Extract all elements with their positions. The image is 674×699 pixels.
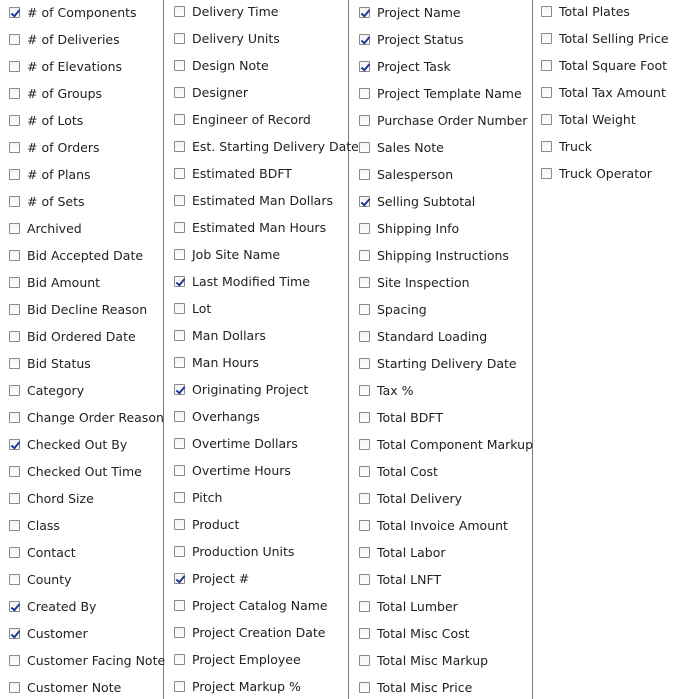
option-label[interactable]: Class	[27, 517, 60, 533]
option-label[interactable]: Product	[192, 516, 240, 532]
option-label[interactable]: Purchase Order Number	[377, 112, 528, 128]
column-option[interactable]	[164, 27, 348, 49]
option-label[interactable]: Engineer of Record	[192, 111, 311, 127]
column-option[interactable]	[349, 298, 532, 320]
column-option[interactable]	[0, 1, 163, 23]
column-option[interactable]	[0, 55, 163, 77]
column-option[interactable]	[0, 622, 163, 644]
unchecked-checkbox[interactable]	[174, 411, 185, 422]
column-option[interactable]	[0, 460, 163, 482]
column-option[interactable]	[349, 136, 532, 158]
column-option[interactable]	[533, 108, 674, 130]
unchecked-checkbox[interactable]	[9, 142, 20, 153]
option-label[interactable]: Est. Starting Delivery Date	[192, 138, 359, 154]
option-label[interactable]: Bid Ordered Date	[27, 328, 136, 344]
option-label[interactable]: Project #	[192, 570, 250, 586]
column-option[interactable]	[164, 459, 348, 481]
option-label[interactable]: Truck Operator	[559, 165, 652, 181]
checked-checkbox[interactable]	[9, 628, 20, 639]
option-label[interactable]: Chord Size	[27, 490, 94, 506]
unchecked-checkbox[interactable]	[9, 169, 20, 180]
column-option[interactable]	[0, 514, 163, 536]
unchecked-checkbox[interactable]	[174, 465, 185, 476]
option-label[interactable]: Total Delivery	[377, 490, 463, 506]
column-option[interactable]	[349, 217, 532, 239]
option-label[interactable]: Sales Note	[377, 139, 444, 155]
unchecked-checkbox[interactable]	[174, 330, 185, 341]
column-option[interactable]	[164, 189, 348, 211]
option-label[interactable]: Project Employee	[192, 651, 301, 667]
column-option[interactable]	[349, 406, 532, 428]
column-option[interactable]	[164, 540, 348, 562]
unchecked-checkbox[interactable]	[174, 303, 185, 314]
unchecked-checkbox[interactable]	[359, 412, 370, 423]
unchecked-checkbox[interactable]	[541, 114, 552, 125]
column-option[interactable]	[0, 568, 163, 590]
column-option[interactable]	[349, 541, 532, 563]
option-label[interactable]: Shipping Info	[377, 220, 460, 236]
column-option[interactable]	[164, 486, 348, 508]
option-label[interactable]: Total Cost	[377, 463, 438, 479]
column-option[interactable]	[0, 217, 163, 239]
unchecked-checkbox[interactable]	[174, 6, 185, 17]
unchecked-checkbox[interactable]	[541, 87, 552, 98]
column-option[interactable]	[164, 243, 348, 265]
unchecked-checkbox[interactable]	[174, 654, 185, 665]
unchecked-checkbox[interactable]	[359, 169, 370, 180]
option-label[interactable]: Customer	[27, 625, 88, 641]
column-option[interactable]	[0, 163, 163, 185]
unchecked-checkbox[interactable]	[9, 115, 20, 126]
option-label[interactable]: County	[27, 571, 72, 587]
column-option[interactable]	[349, 460, 532, 482]
option-label[interactable]: Total Weight	[559, 111, 636, 127]
checked-checkbox[interactable]	[359, 34, 370, 45]
column-option[interactable]	[349, 352, 532, 374]
column-option[interactable]	[164, 378, 348, 400]
unchecked-checkbox[interactable]	[174, 168, 185, 179]
option-label[interactable]: Standard Loading	[377, 328, 488, 344]
option-label[interactable]: Created By	[27, 598, 97, 614]
unchecked-checkbox[interactable]	[174, 438, 185, 449]
option-label[interactable]: # of Orders	[27, 139, 100, 155]
column-option[interactable]	[349, 28, 532, 50]
unchecked-checkbox[interactable]	[9, 88, 20, 99]
column-option[interactable]	[349, 622, 532, 644]
option-label[interactable]: Project Status	[377, 31, 464, 47]
column-option[interactable]	[164, 513, 348, 535]
unchecked-checkbox[interactable]	[359, 277, 370, 288]
column-option[interactable]	[349, 190, 532, 212]
option-label[interactable]: Total Selling Price	[559, 30, 669, 46]
column-option[interactable]	[164, 270, 348, 292]
unchecked-checkbox[interactable]	[359, 574, 370, 585]
column-option[interactable]	[164, 405, 348, 427]
column-option[interactable]	[349, 595, 532, 617]
option-label[interactable]: Man Dollars	[192, 327, 266, 343]
unchecked-checkbox[interactable]	[359, 331, 370, 342]
checked-checkbox[interactable]	[359, 7, 370, 18]
option-label[interactable]: Total Plates	[559, 3, 630, 19]
option-label[interactable]: Project Catalog Name	[192, 597, 328, 613]
unchecked-checkbox[interactable]	[174, 681, 185, 692]
checked-checkbox[interactable]	[174, 384, 185, 395]
unchecked-checkbox[interactable]	[174, 600, 185, 611]
option-label[interactable]: Job Site Name	[192, 246, 281, 262]
option-label[interactable]: Pitch	[192, 489, 223, 505]
option-label[interactable]: Project Name	[377, 4, 461, 20]
checked-checkbox[interactable]	[174, 276, 185, 287]
unchecked-checkbox[interactable]	[359, 250, 370, 261]
unchecked-checkbox[interactable]	[359, 304, 370, 315]
unchecked-checkbox[interactable]	[359, 466, 370, 477]
option-label[interactable]: Man Hours	[192, 354, 259, 370]
unchecked-checkbox[interactable]	[359, 628, 370, 639]
column-option[interactable]	[0, 109, 163, 131]
column-option[interactable]	[349, 55, 532, 77]
option-label[interactable]: Estimated Man Hours	[192, 219, 327, 235]
option-label[interactable]: Category	[27, 382, 85, 398]
column-option[interactable]	[349, 568, 532, 590]
checked-checkbox[interactable]	[359, 196, 370, 207]
unchecked-checkbox[interactable]	[541, 6, 552, 17]
column-option[interactable]	[0, 82, 163, 104]
option-label[interactable]: # of Elevations	[27, 58, 123, 74]
column-option[interactable]	[0, 649, 166, 671]
column-option[interactable]	[164, 135, 359, 157]
unchecked-checkbox[interactable]	[541, 33, 552, 44]
unchecked-checkbox[interactable]	[9, 250, 20, 261]
unchecked-checkbox[interactable]	[9, 331, 20, 342]
unchecked-checkbox[interactable]	[359, 493, 370, 504]
unchecked-checkbox[interactable]	[174, 357, 185, 368]
option-label[interactable]: Total Component Markup	[377, 436, 534, 452]
option-label[interactable]: Estimated BDFT	[192, 165, 292, 181]
unchecked-checkbox[interactable]	[359, 439, 370, 450]
column-option[interactable]	[0, 595, 163, 617]
column-option[interactable]	[164, 594, 348, 616]
option-label[interactable]: # of Sets	[27, 193, 85, 209]
option-label[interactable]: Tax %	[377, 382, 414, 398]
option-label[interactable]: Bid Status	[27, 355, 91, 371]
column-option[interactable]	[349, 487, 532, 509]
column-option[interactable]	[164, 351, 348, 373]
unchecked-checkbox[interactable]	[174, 114, 185, 125]
unchecked-checkbox[interactable]	[9, 574, 20, 585]
column-option[interactable]	[0, 352, 163, 374]
column-option[interactable]	[0, 433, 163, 455]
unchecked-checkbox[interactable]	[174, 60, 185, 71]
column-option[interactable]	[164, 432, 348, 454]
option-label[interactable]: Checked Out Time	[27, 463, 142, 479]
unchecked-checkbox[interactable]	[9, 682, 20, 693]
option-label[interactable]: Design Note	[192, 57, 269, 73]
option-label[interactable]: Overtime Dollars	[192, 435, 298, 451]
option-label[interactable]: Lot	[192, 300, 212, 316]
unchecked-checkbox[interactable]	[359, 142, 370, 153]
checked-checkbox[interactable]	[9, 7, 20, 18]
option-label[interactable]: Customer Note	[27, 679, 122, 695]
column-option[interactable]	[164, 621, 348, 643]
unchecked-checkbox[interactable]	[9, 385, 20, 396]
column-option[interactable]	[0, 406, 163, 428]
option-label[interactable]: Total Misc Cost	[377, 625, 470, 641]
option-label[interactable]: Delivery Units	[192, 30, 280, 46]
column-3	[349, 0, 533, 699]
unchecked-checkbox[interactable]	[9, 304, 20, 315]
column-1	[0, 0, 164, 699]
option-label[interactable]: Archived	[27, 220, 82, 236]
unchecked-checkbox[interactable]	[359, 520, 370, 531]
column-2	[164, 0, 359, 699]
column-option[interactable]	[164, 675, 348, 697]
option-label[interactable]: Total LNFT	[377, 571, 442, 587]
column-option[interactable]	[164, 648, 348, 670]
checked-checkbox[interactable]	[9, 601, 20, 612]
checked-checkbox[interactable]	[359, 61, 370, 72]
option-label[interactable]: Contact	[27, 544, 76, 560]
column-option[interactable]	[349, 244, 532, 266]
column-option[interactable]	[0, 379, 163, 401]
option-label[interactable]: # of Components	[27, 4, 137, 20]
column-option[interactable]	[164, 297, 348, 319]
unchecked-checkbox[interactable]	[359, 547, 370, 558]
column-option[interactable]	[0, 298, 163, 320]
option-label[interactable]: Selling Subtotal	[377, 193, 476, 209]
column-option[interactable]	[0, 541, 163, 563]
option-label[interactable]: # of Deliveries	[27, 31, 120, 47]
column-option[interactable]	[164, 162, 348, 184]
unchecked-checkbox[interactable]	[9, 277, 20, 288]
column-option[interactable]	[0, 487, 163, 509]
option-label[interactable]: Total Invoice Amount	[377, 517, 508, 533]
unchecked-checkbox[interactable]	[174, 141, 185, 152]
unchecked-checkbox[interactable]	[9, 196, 20, 207]
column-option[interactable]	[0, 676, 163, 698]
column-option[interactable]	[533, 81, 674, 103]
unchecked-checkbox[interactable]	[359, 682, 370, 693]
unchecked-checkbox[interactable]	[359, 88, 370, 99]
column-option[interactable]	[164, 81, 348, 103]
column-option[interactable]	[533, 0, 674, 22]
option-label[interactable]: Total Labor	[377, 544, 446, 560]
unchecked-checkbox[interactable]	[541, 141, 552, 152]
unchecked-checkbox[interactable]	[174, 546, 185, 557]
unchecked-checkbox[interactable]	[359, 115, 370, 126]
option-label[interactable]: Spacing	[377, 301, 427, 317]
unchecked-checkbox[interactable]	[359, 223, 370, 234]
option-label[interactable]: Last Modified Time	[192, 273, 310, 289]
option-label[interactable]: Checked Out By	[27, 436, 128, 452]
unchecked-checkbox[interactable]	[174, 87, 185, 98]
column-option[interactable]	[349, 676, 532, 698]
column-option[interactable]	[0, 190, 163, 212]
option-label[interactable]: Bid Amount	[27, 274, 101, 290]
option-label[interactable]: Project Template Name	[377, 85, 522, 101]
unchecked-checkbox[interactable]	[9, 547, 20, 558]
unchecked-checkbox[interactable]	[9, 223, 20, 234]
option-label[interactable]: Change Order Reason	[27, 409, 164, 425]
option-label[interactable]: Total Tax Amount	[559, 84, 666, 100]
unchecked-checkbox[interactable]	[174, 33, 185, 44]
column-option[interactable]	[349, 109, 532, 131]
column-option[interactable]	[164, 567, 348, 589]
unchecked-checkbox[interactable]	[9, 412, 20, 423]
option-label[interactable]: # of Groups	[27, 85, 103, 101]
column-option[interactable]	[164, 54, 348, 76]
option-label[interactable]: Project Markup %	[192, 678, 301, 694]
option-label[interactable]: Total Misc Price	[377, 679, 473, 695]
option-label[interactable]: Overtime Hours	[192, 462, 291, 478]
unchecked-checkbox[interactable]	[359, 655, 370, 666]
column-option[interactable]	[349, 271, 532, 293]
unchecked-checkbox[interactable]	[174, 222, 185, 233]
option-label[interactable]: Overhangs	[192, 408, 260, 424]
option-label[interactable]: Truck	[559, 138, 592, 154]
option-label[interactable]: Total Misc Markup	[377, 652, 489, 668]
column-option[interactable]	[0, 136, 163, 158]
column-option[interactable]	[164, 216, 348, 238]
column-option[interactable]	[349, 325, 532, 347]
column-option[interactable]	[164, 108, 348, 130]
option-label[interactable]: # of Plans	[27, 166, 91, 182]
column-option[interactable]	[349, 379, 532, 401]
unchecked-checkbox[interactable]	[359, 601, 370, 612]
unchecked-checkbox[interactable]	[9, 34, 20, 45]
option-label[interactable]: Production Units	[192, 543, 295, 559]
option-label[interactable]: Designer	[192, 84, 248, 100]
unchecked-checkbox[interactable]	[541, 168, 552, 179]
column-option[interactable]	[533, 162, 674, 184]
unchecked-checkbox[interactable]	[359, 385, 370, 396]
column-option[interactable]	[349, 1, 532, 23]
option-label[interactable]: Project Creation Date	[192, 624, 326, 640]
unchecked-checkbox[interactable]	[174, 627, 185, 638]
column-option[interactable]	[349, 649, 532, 671]
option-label[interactable]: Total BDFT	[377, 409, 443, 425]
column-option[interactable]	[533, 54, 674, 76]
unchecked-checkbox[interactable]	[541, 60, 552, 71]
column-4	[533, 0, 674, 699]
column-option[interactable]	[533, 135, 674, 157]
option-label[interactable]: Shipping Instructions	[377, 247, 509, 263]
column-option[interactable]	[349, 163, 532, 185]
option-label[interactable]: Customer Facing Note	[27, 652, 166, 668]
column-option[interactable]	[349, 82, 532, 104]
checked-checkbox[interactable]	[174, 573, 185, 584]
option-label[interactable]: Site Inspection	[377, 274, 470, 290]
unchecked-checkbox[interactable]	[174, 492, 185, 503]
option-label[interactable]: Salesperson	[377, 166, 454, 182]
option-label[interactable]: Total Square Foot	[559, 57, 668, 73]
option-label[interactable]: Total Lumber	[377, 598, 458, 614]
option-label[interactable]: # of Lots	[27, 112, 84, 128]
unchecked-checkbox[interactable]	[9, 493, 20, 504]
unchecked-checkbox[interactable]	[174, 519, 185, 530]
option-label[interactable]: Delivery Time	[192, 3, 279, 19]
option-label[interactable]: Project Task	[377, 58, 451, 74]
option-label[interactable]: Originating Project	[192, 381, 309, 397]
unchecked-checkbox[interactable]	[9, 466, 20, 477]
unchecked-checkbox[interactable]	[174, 249, 185, 260]
column-option[interactable]	[164, 324, 348, 346]
checked-checkbox[interactable]	[9, 439, 20, 450]
column-option[interactable]	[0, 325, 163, 347]
column-option[interactable]	[164, 0, 348, 22]
unchecked-checkbox[interactable]	[9, 520, 20, 531]
option-label[interactable]: Starting Delivery Date	[377, 355, 517, 371]
column-option[interactable]	[0, 244, 163, 266]
unchecked-checkbox[interactable]	[9, 358, 20, 369]
option-label[interactable]: Bid Accepted Date	[27, 247, 144, 263]
unchecked-checkbox[interactable]	[359, 358, 370, 369]
unchecked-checkbox[interactable]	[174, 195, 185, 206]
unchecked-checkbox[interactable]	[9, 61, 20, 72]
option-label[interactable]: Estimated Man Dollars	[192, 192, 333, 208]
column-option[interactable]	[0, 271, 163, 293]
column-option[interactable]	[349, 433, 532, 455]
column-option[interactable]	[533, 27, 674, 49]
option-label[interactable]: Bid Decline Reason	[27, 301, 148, 317]
column-option[interactable]	[0, 28, 163, 50]
unchecked-checkbox[interactable]	[9, 655, 20, 666]
column-option[interactable]	[349, 514, 532, 536]
